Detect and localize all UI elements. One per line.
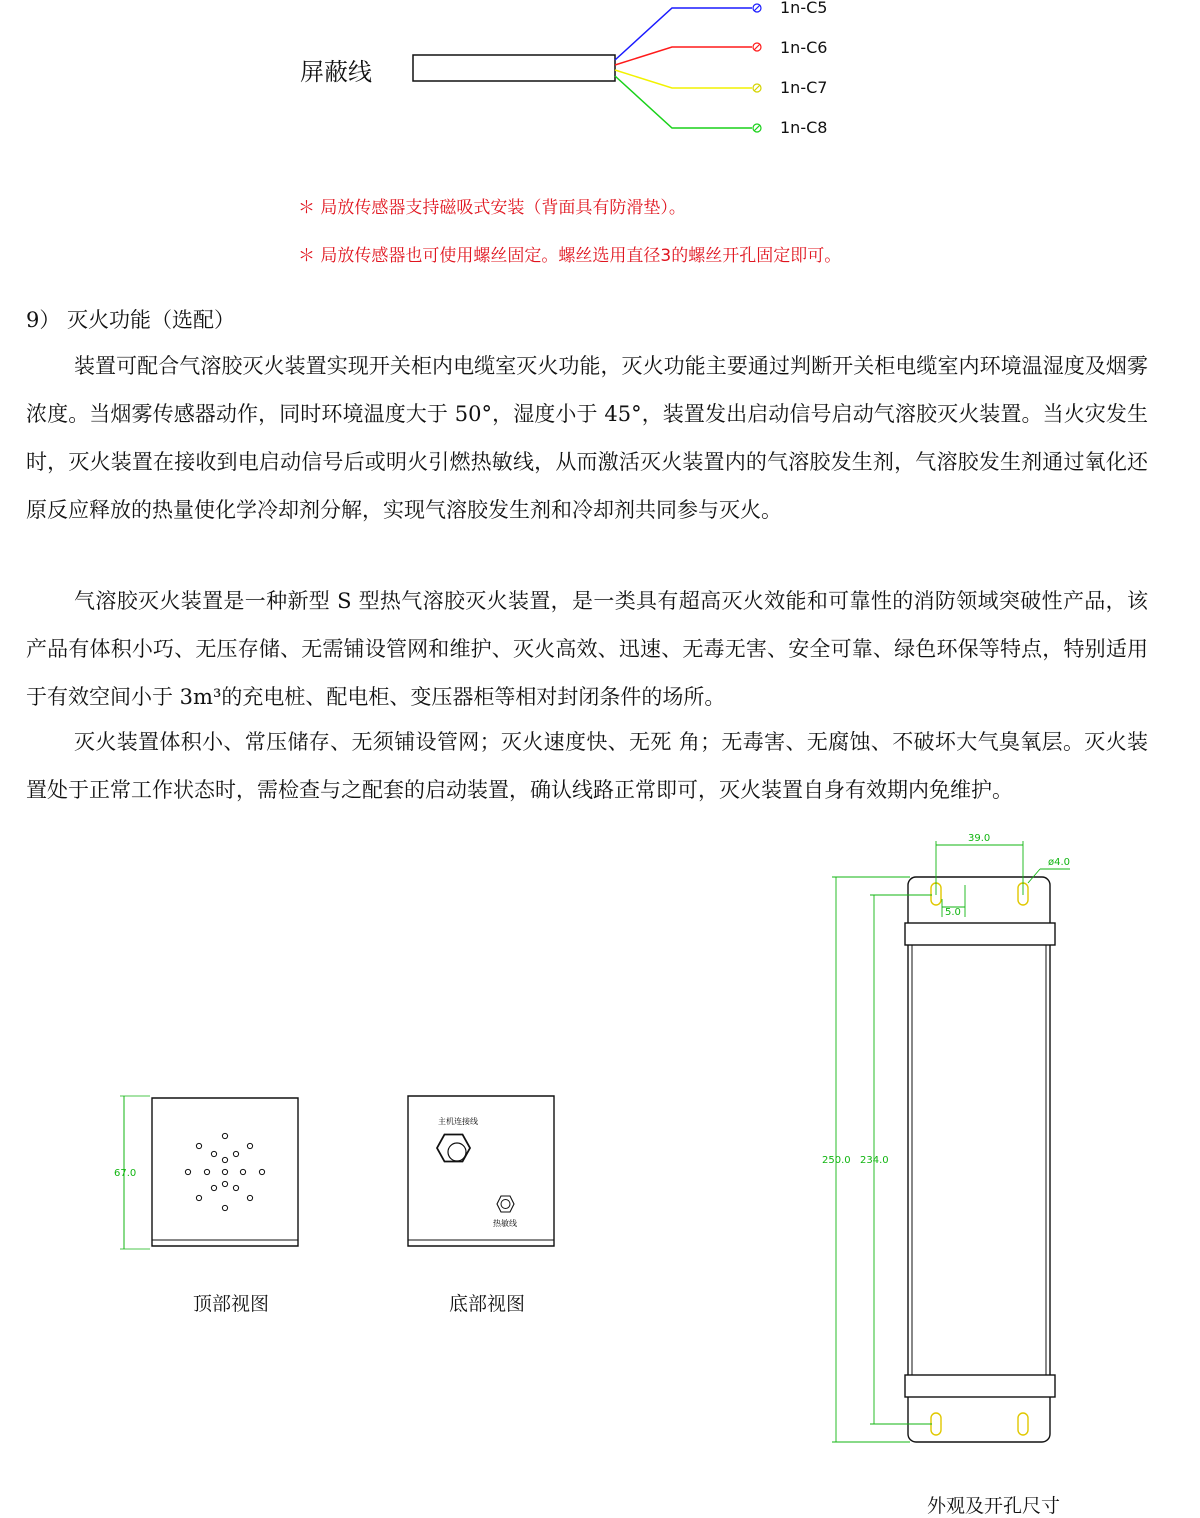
port-main-label: 主机连接线 [438, 1117, 478, 1126]
dim-hole-diameter: ø4.0 [1048, 857, 1071, 868]
wire-blue [615, 8, 752, 60]
wiring-diagram [0, 0, 1200, 160]
dim-inner-height: 234.0 [860, 1155, 889, 1166]
port-thermal-label: 热敏线 [493, 1219, 517, 1228]
caption-bottom-view: 底部视图 [449, 1293, 526, 1315]
cable-label: 屏蔽线 [300, 58, 372, 86]
dim-hole-offset: 5.0 [945, 907, 961, 918]
wire-label-c5: 1n-C5 [780, 0, 828, 17]
wire-label-c7: 1n-C7 [780, 78, 828, 97]
paragraph-3: 灭火装置体积小、常压储存、无须铺设管网；灭火速度快、无死 角；无毒害、无腐蚀、不破坏大气臭氧层。灭火装置处于正常工作状态时，需检查与之配套的启动装置，确认线路正常即可，灭火装置自身有效期内免维护。 [26, 730, 1148, 802]
section-title: 9） 灭火功能（选配） [26, 308, 236, 332]
paragraph-2: 气溶胶灭火装置是一种新型 S 型热气溶胶灭火装置，是一类具有超高灭火效能和可靠性的消防领域突破性产品，该产品有体积小巧、无压存储、无需铺设管网和维护、灭火高效、迅速、无毒无害、安全可靠、绿色环保等特点，特别适用于有效空间小于 3m³的充电桩、配电柜、变压器柜等相对封闭条件的场所。 [26, 589, 1148, 709]
wire-yellow [615, 70, 752, 88]
shielded-cable-body [413, 55, 615, 81]
wire-green [615, 76, 752, 128]
bottom-view-drawing [400, 1090, 570, 1260]
note-screw: ＊ 局放传感器也可使用螺丝固定。螺丝选用直径3的螺丝开孔固定即可。 [298, 246, 842, 266]
dim-width: 39.0 [968, 833, 991, 844]
dim-height-top: 67.0 [114, 1168, 137, 1179]
wire-label-c6: 1n-C6 [780, 38, 828, 57]
note-magnetic: ＊ 局放传感器支持磁吸式安装（背面具有防滑垫）。 [298, 198, 686, 218]
wire-label-c8: 1n-C8 [780, 118, 828, 137]
paragraph-1: 装置可配合气溶胶灭火装置实现开关柜内电缆室灭火功能，灭火功能主要通过判断开关柜电缆室内环境温湿度及烟雾浓度。当烟雾传感器动作，同时环境温度大于 50°，湿度小于 45°，装置发出启动信号启动气溶胶灭火装置。当火灾发生时，灭火装置在接收到电启动信号后或明火引燃热敏线，从而激活灭火装置内的气溶胶发生剂，气溶胶发生剂通过氧化还原反应释放的热量使化学冷却剂分解，实现气溶胶发生剂和冷却剂共同参与灭火。 [26, 354, 1148, 522]
wire-red [615, 47, 752, 65]
side-view-drawing [800, 825, 1100, 1455]
dim-total-height: 250.0 [822, 1155, 851, 1166]
top-view-drawing [110, 1090, 310, 1260]
caption-top-view: 顶部视图 [193, 1293, 270, 1315]
caption-side-view: 外观及开孔尺寸 [927, 1495, 1061, 1517]
